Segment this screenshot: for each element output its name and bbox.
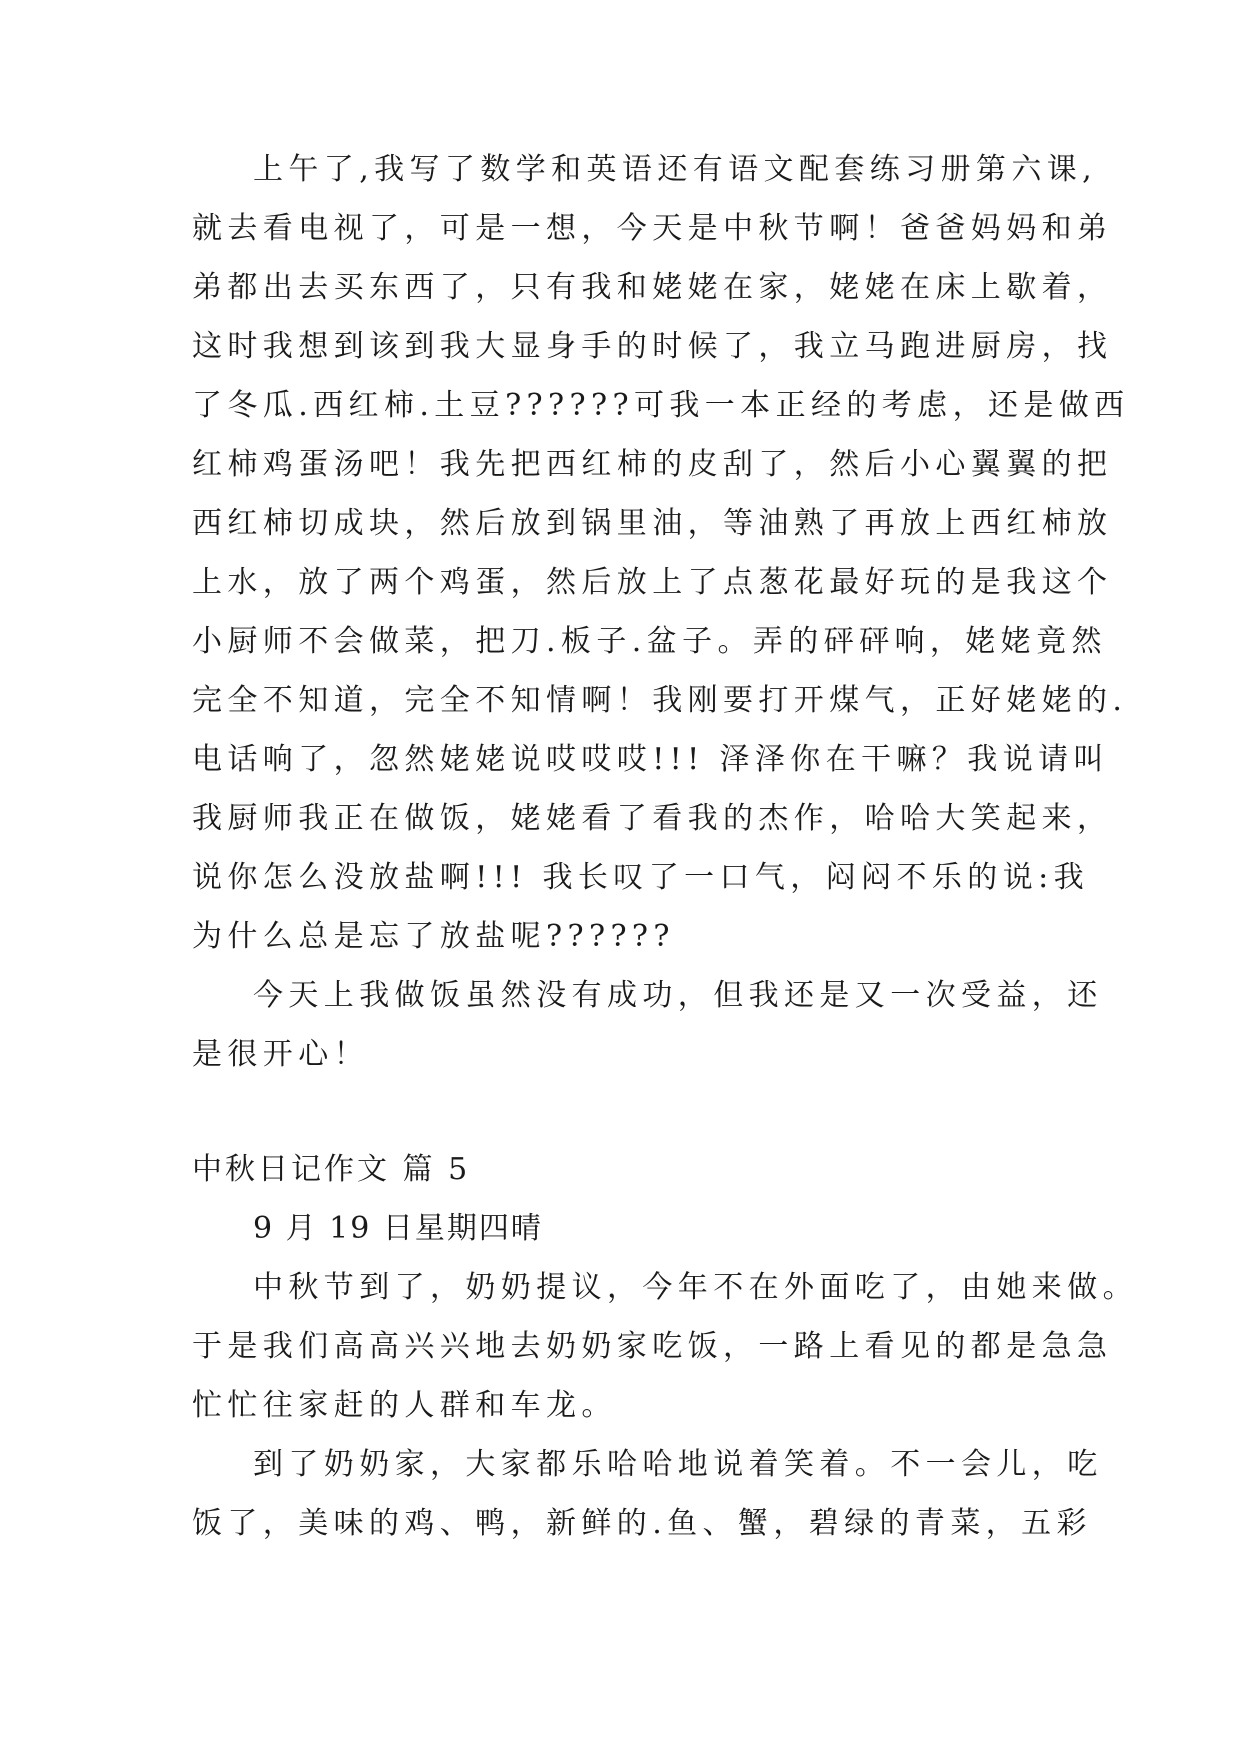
- paragraph-line: 完全不知道，完全不知情啊！我刚要打开煤气，正好姥姥的.: [192, 683, 1128, 718]
- paragraph-line: 忙忙往家赶的人群和车龙。: [192, 1388, 617, 1423]
- paragraph-line: 到了奶奶家，大家都乐哈哈地说着笑着。不一会儿，吃: [253, 1447, 1103, 1482]
- section-heading: 中秋日记作文 篇 5: [192, 1152, 471, 1187]
- paragraph-line: 小厨师不会做菜，把刀.板子.盆子。弄的砰砰响，姥姥竟然: [192, 624, 1107, 659]
- paragraph-line: 是很开心！: [192, 1037, 369, 1072]
- paragraph-line: 我厨师我正在做饭，姥姥看了看我的杰作，哈哈大笑起来，: [192, 801, 1113, 836]
- paragraph-line: 于是我们高高兴兴地去奶奶家吃饭，一路上看见的都是急急: [192, 1329, 1113, 1364]
- paragraph-line: 这时我想到该到我大显身手的时候了，我立马跑进厨房，找: [192, 329, 1113, 364]
- paragraph-line: 说你怎么没放盐啊!!! 我长叹了一口气，闷闷不乐的说:我: [192, 860, 1090, 895]
- paragraph-line: 上午了,我写了数学和英语还有语文配套练习册第六课,: [253, 152, 1098, 187]
- paragraph-line: 电话响了，忽然姥姥说哎哎哎!!! 泽泽你在干嘛？我说请叫: [192, 742, 1109, 777]
- paragraph-line: 红柿鸡蛋汤吧！我先把西红柿的皮刮了，然后小心翼翼的把: [192, 447, 1113, 482]
- paragraph-line: 西红柿切成块，然后放到锅里油，等油熟了再放上西红柿放: [192, 506, 1113, 541]
- paragraph-line: 上水，放了两个鸡蛋，然后放上了点葱花最好玩的是我这个: [192, 565, 1113, 600]
- paragraph-line: 饭了，美味的鸡、鸭，新鲜的.鱼、蟹，碧绿的青菜，五彩: [192, 1506, 1092, 1541]
- paragraph-line: 为什么总是忘了放盐呢??????: [192, 919, 675, 954]
- paragraph-line: 弟都出去买东西了，只有我和姥姥在家，姥姥在床上歇着，: [192, 270, 1113, 305]
- date-line: 9 月 19 日星期四晴: [253, 1211, 543, 1246]
- paragraph-line: 了冬瓜.西红柿.土豆??????可我一本正经的考虑，还是做西: [192, 388, 1130, 423]
- paragraph-line: 中秋节到了，奶奶提议，今年不在外面吃了，由她来做。: [253, 1270, 1138, 1305]
- paragraph-line: 就去看电视了，可是一想，今天是中秋节啊！爸爸妈妈和弟: [192, 211, 1113, 246]
- paragraph-line: 今天上我做饭虽然没有成功，但我还是又一次受益，还: [253, 978, 1103, 1013]
